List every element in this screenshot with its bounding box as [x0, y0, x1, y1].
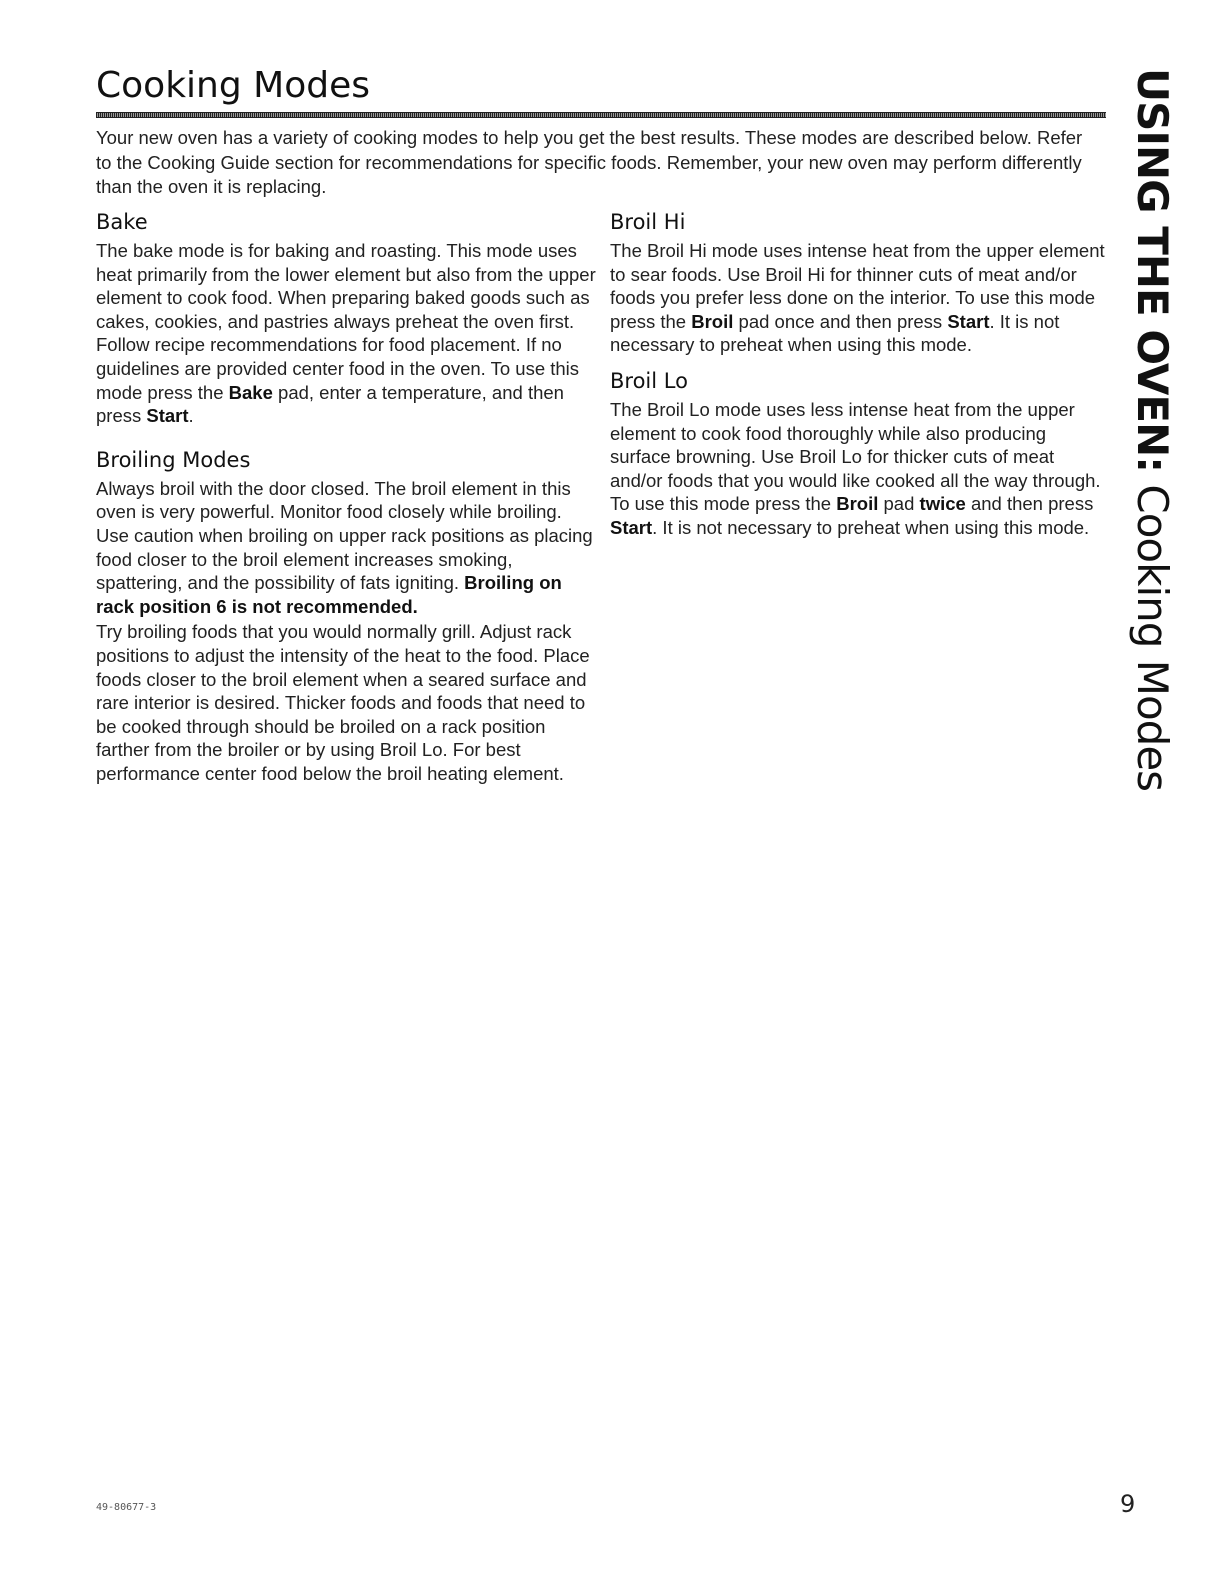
side-tab-light: Cooking Modes: [1128, 472, 1177, 792]
broil-lo-section: [610, 367, 1110, 540]
side-tab-bold: USING THE OVEN:: [1128, 68, 1177, 473]
bake-text-3: .: [188, 405, 194, 427]
document-code: 49-80677-3: [96, 1502, 157, 1513]
bake-text-2: pad, enter a temperature, and then press: [96, 381, 564, 427]
broiling-warning: Broiling on rack position 6 is not recommended.: [96, 572, 562, 617]
intro-paragraph: Your new oven has a variety of cooking modes to help you get the best results. These modes are described below. Refer to the Cooking Guide section for recommendations for specific foods. Remember, your new oven may perform differently than the oven it is replacing.: [96, 127, 1083, 197]
page-title: Cooking Modes: [96, 65, 370, 106]
right-column: [610, 208, 1110, 550]
twice-label: twice: [919, 493, 966, 515]
broiling-section: [96, 446, 596, 786]
broil-lo-text-4: . It is not necessary to preheat when using this mode.: [652, 516, 1090, 538]
broil-lo-paragraph: [610, 398, 1110, 540]
broiling-paragraph-1: [96, 477, 596, 619]
broil-lo-text-1: The Broil Lo mode uses less intense heat from the upper element to cook food thoroughly while also producing surface browning. Use Broil Lo for thicker cuts of meat and/or foods that you would like cooked all the way through. To use this mode press the: [610, 398, 1101, 515]
broil-hi-text-1: The Broil Hi mode uses intense heat from the upper element to sear foods. Use Broil Hi for thinner cuts of meat and/or foods you prefer less done on the interior. To use this mode press the: [610, 240, 1105, 332]
broil-lo-text-2: pad: [878, 493, 920, 515]
bake-text-1: The bake mode is for baking and roasting. This mode uses heat primarily from the lower element but also from the upper element to cook food. When preparing baked goods such as cakes, cookies, and pastries always preheat the oven first. Follow recipe recommendations for food placement. If no guidelines are provided center food in the oven. To use this mode press the: [96, 240, 596, 403]
title-rule: [96, 112, 1106, 118]
bake-section: [96, 208, 596, 428]
broil-hi-paragraph: [610, 239, 1110, 357]
broil-hi-section: [610, 208, 1110, 357]
broiling-text-1: Always broil with the door closed. The broil element in this oven is very powerful. Monitor food closely while broiling. Use caution when broiling on upper rack positions as placing food closer to the broil element increases smoking, spattering, and the possibility of fats igniting.: [96, 477, 593, 594]
broil-pad-label: Broil: [691, 310, 734, 332]
bake-heading: Bake: [96, 210, 148, 234]
start-pad-label: Start: [947, 310, 990, 332]
broil-hi-heading: Broil Hi: [610, 210, 686, 234]
broil-lo-text-3: and then press: [965, 493, 1094, 515]
broiling-heading: Broiling Modes: [96, 447, 251, 472]
bake-paragraph: [96, 239, 596, 428]
start-pad-label: Start: [146, 405, 189, 427]
side-tab-label: [1122, 68, 1182, 791]
broil-hi-text-2: pad once and then press: [733, 310, 948, 332]
broil-pad-label: Broil: [836, 493, 879, 515]
broil-lo-heading: Broil Lo: [610, 368, 688, 393]
start-pad-label: Start: [610, 516, 653, 538]
bake-pad-label: Bake: [228, 381, 273, 403]
broiling-paragraph-2: Try broiling foods that you would normally grill. Adjust rack positions to adjust the intensity of the heat to the food. Place foods closer to the broil element when a seared surface and rare interior is desired. Thicker foods and foods that need to be cooked through should be broiled on a rack position farther from the broiler or by using Broil Lo. For best performance center food below the broil heating element.: [96, 621, 590, 784]
side-tab: [1122, 68, 1182, 792]
broil-hi-text-3: . It is not necessary to preheat when using this mode.: [610, 310, 1060, 356]
page-number: 9: [1120, 1490, 1136, 1518]
left-column: [96, 208, 596, 795]
